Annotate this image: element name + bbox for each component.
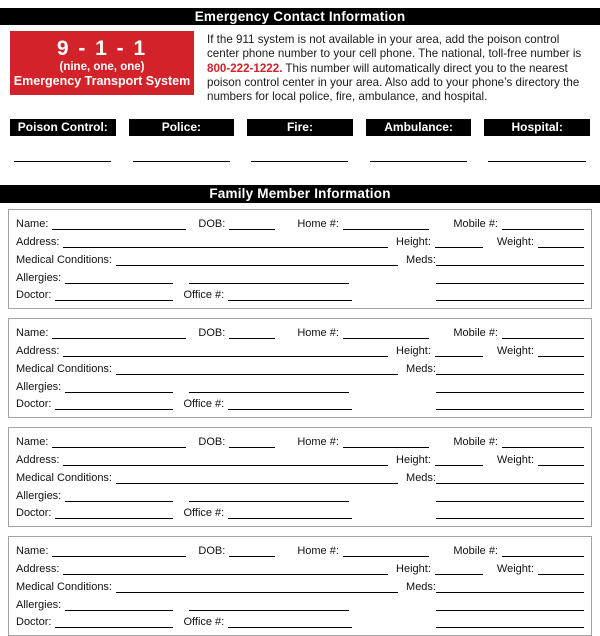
office-phone-label: Office #: [183,398,225,411]
doctor-label: Doctor: [16,616,52,629]
member-row-name [16,323,584,341]
name-label: Name: [16,327,49,340]
member-row-medical [16,250,584,268]
meds-label: Meds: [406,580,436,593]
office-phone-blank-line [228,627,352,628]
member-row-address [16,232,584,250]
allergies-label: Allergies: [16,598,62,611]
mobile-phone-label: Mobile #: [453,327,498,340]
instructions-text-after: This number will automatically direct you to the nearest poison control center in your area. Also add to your phone’s directory the numbers for local police, fire, ambulance, and hospital. [207,61,580,104]
name-label: Name: [16,545,49,558]
address-label: Address: [16,454,60,467]
office-phone-blank-line [228,409,352,410]
ambulance-label: Ambulance: [366,119,472,136]
family-member-header: Family Member Information [0,185,600,203]
family-member-block [8,209,592,309]
member-row-medical [16,577,584,595]
blank-line [370,161,467,162]
blank-line [133,161,230,162]
dob-label: DOB: [198,327,226,340]
office-phone-label: Office #: [183,616,225,629]
hospital-label: Hospital: [484,119,590,136]
poison-control-instructions [207,33,590,104]
address-blank-line [63,356,388,357]
mobile-phone-blank-line [502,338,584,339]
home-phone-label: Home #: [297,545,339,558]
meds-label: Meds: [406,253,436,266]
allergies-continuation-line [189,283,349,284]
weight-label: Weight: [496,563,534,576]
doctor-label: Doctor: [16,289,52,302]
weight-blank-line [538,247,584,248]
medical-conditions-blank-line [116,265,398,266]
family-member-block [8,536,592,636]
blank-line [251,161,348,162]
doctor-label: Doctor: [16,398,52,411]
family-member-block [8,318,592,418]
height-blank-line [435,356,483,357]
allergies-continuation-line [189,610,349,611]
medical-conditions-blank-line [116,483,398,484]
home-phone-label: Home #: [297,218,339,231]
medical-conditions-label: Medical Conditions: [16,471,112,484]
doctor-blank-line [55,518,173,519]
contact-label-bars [0,119,600,136]
height-blank-line [435,574,483,575]
weight-label: Weight: [496,345,534,358]
height-label: Height: [396,236,431,249]
allergies-continuation-line [189,501,349,502]
dob-label: DOB: [198,436,226,449]
doctor-label: Doctor: [16,507,52,520]
instructions-text-before: If the 911 system is not available in your area, add the poison control center phone number to your cell phone. The national, toll-free number is [207,33,582,61]
medical-conditions-label: Medical Conditions: [16,362,112,375]
poison-control-blank [10,161,116,164]
mobile-phone-blank-line [502,556,584,557]
height-label: Height: [396,345,431,358]
meds-blank-line [436,374,584,375]
allergies-label: Allergies: [16,489,62,502]
member-row-allergies [16,486,584,504]
meds-continuation-line-2 [436,409,584,410]
dob-blank-line [229,447,275,448]
name-blank-line [52,447,186,448]
address-label: Address: [16,345,60,358]
member-row-allergies [16,377,584,395]
member-row-doctor [16,613,584,631]
member-row-address [16,450,584,468]
blank-line [14,161,111,162]
contact-blank-lines [0,161,600,164]
member-row-name [16,432,584,450]
allergies-blank-line [65,501,173,502]
meds-label: Meds: [406,471,436,484]
address-blank-line [63,465,388,466]
address-label: Address: [16,236,60,249]
member-row-medical [16,468,584,486]
family-member-blocks [8,209,592,636]
emergency-transport-label: Emergency Transport System [13,74,191,88]
meds-continuation-line [436,392,584,393]
weight-blank-line [538,356,584,357]
member-row-allergies [16,595,584,613]
fire-blank [247,161,353,164]
meds-continuation-line-2 [436,518,584,519]
dob-blank-line [229,229,275,230]
meds-blank-line [436,265,584,266]
medical-conditions-label: Medical Conditions: [16,580,112,593]
office-phone-label: Office #: [183,507,225,520]
office-phone-blank-line [228,518,352,519]
name-label: Name: [16,218,49,231]
weight-blank-line [538,574,584,575]
office-phone-label: Office #: [183,289,225,302]
member-row-address [16,341,584,359]
mobile-phone-blank-line [502,229,584,230]
name-blank-line [52,229,186,230]
police-label: Police: [129,119,235,136]
police-blank [129,161,235,164]
member-row-address [16,559,584,577]
height-blank-line [435,465,483,466]
name-blank-line [52,556,186,557]
meds-continuation-line-2 [436,627,584,628]
home-phone-blank-line [343,229,429,230]
poison-control-phone-number: 800-222-1222. [207,61,283,75]
weight-label: Weight: [496,454,534,467]
member-row-doctor [16,504,584,522]
meds-blank-line [436,483,584,484]
mobile-phone-blank-line [502,447,584,448]
address-label: Address: [16,563,60,576]
height-label: Height: [396,563,431,576]
emergency-contact-header: Emergency Contact Information [0,8,600,25]
office-phone-blank-line [228,300,352,301]
emergency-911-box [10,31,194,95]
poison-control-label: Poison Control: [10,119,116,136]
doctor-blank-line [55,409,173,410]
meds-label: Meds: [406,362,436,375]
mobile-phone-label: Mobile #: [453,218,498,231]
dob-blank-line [229,556,275,557]
allergies-blank-line [65,392,173,393]
name-blank-line [52,338,186,339]
meds-continuation-line [436,501,584,502]
meds-continuation-line [436,283,584,284]
allergies-continuation-line [189,392,349,393]
hospital-blank [484,161,590,164]
dob-label: DOB: [198,218,226,231]
allergies-label: Allergies: [16,380,62,393]
medical-conditions-label: Medical Conditions: [16,253,112,266]
height-blank-line [435,247,483,248]
blank-line [488,161,585,162]
family-member-block [8,427,592,527]
home-phone-blank-line [343,338,429,339]
home-phone-blank-line [343,556,429,557]
home-phone-label: Home #: [297,327,339,340]
mobile-phone-label: Mobile #: [453,436,498,449]
member-row-doctor [16,395,584,413]
meds-continuation-line-2 [436,300,584,301]
allergies-blank-line [65,610,173,611]
fire-label: Fire: [247,119,353,136]
member-row-doctor [16,286,584,304]
weight-label: Weight: [496,236,534,249]
ambulance-blank [366,161,472,164]
meds-blank-line [436,592,584,593]
home-phone-blank-line [343,447,429,448]
emergency-info-row [0,31,600,104]
member-row-medical [16,359,584,377]
member-row-allergies [16,268,584,286]
emergency-number-words: (nine, one, one) [59,61,145,73]
member-row-name [16,541,584,559]
member-row-name [16,214,584,232]
home-phone-label: Home #: [297,436,339,449]
emergency-number: 9 - 1 - 1 [56,37,148,60]
doctor-blank-line [55,300,173,301]
medical-conditions-blank-line [116,592,398,593]
medical-conditions-blank-line [116,374,398,375]
doctor-blank-line [55,627,173,628]
height-label: Height: [396,454,431,467]
dob-label: DOB: [198,545,226,558]
mobile-phone-label: Mobile #: [453,545,498,558]
address-blank-line [63,247,388,248]
address-blank-line [63,574,388,575]
weight-blank-line [538,465,584,466]
meds-continuation-line [436,610,584,611]
dob-blank-line [229,338,275,339]
name-label: Name: [16,436,49,449]
allergies-label: Allergies: [16,271,62,284]
allergies-blank-line [65,283,173,284]
